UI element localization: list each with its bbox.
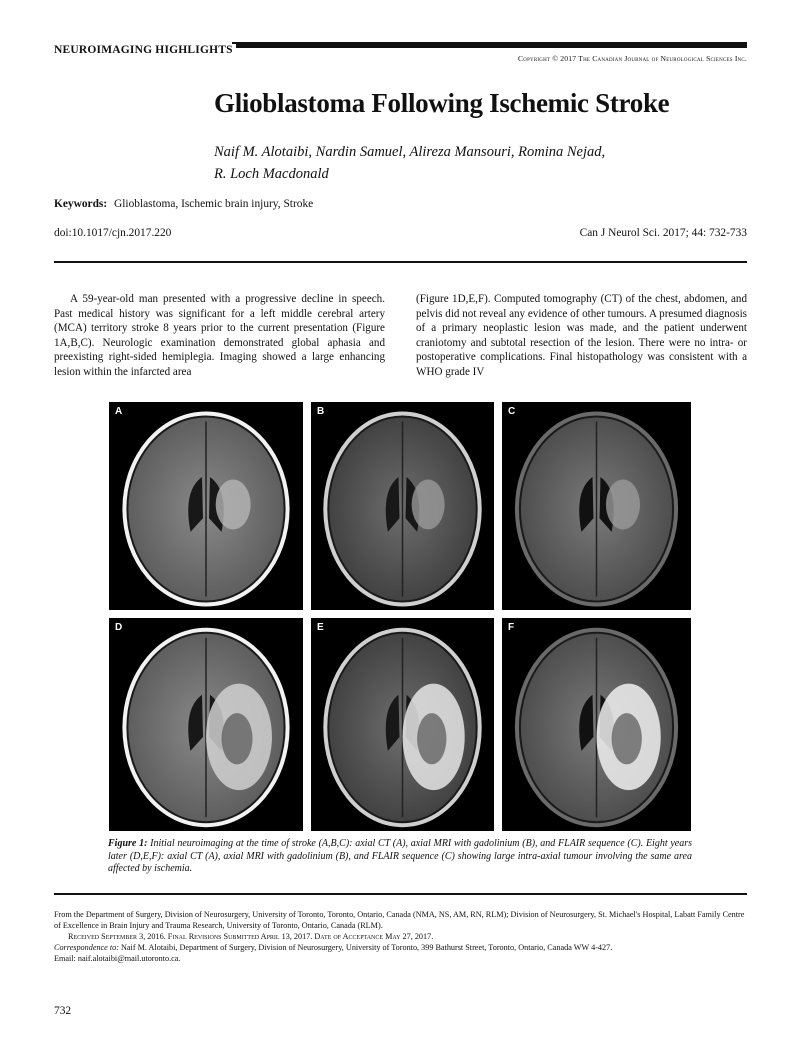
email: Email: naif.alotaibi@mail.utoronto.ca.: [54, 954, 181, 963]
header-rule: [54, 261, 747, 263]
figure-panel: [311, 618, 494, 831]
footnotes: [54, 909, 747, 964]
correspondence-label: Correspondence to:: [54, 943, 119, 952]
scan-image: [109, 402, 303, 610]
figure-panel: [109, 618, 303, 831]
scan-image: [502, 618, 691, 831]
article-title: Glioblastoma Following Ischemic Stroke: [214, 88, 670, 118]
infarct-region: [606, 479, 640, 529]
authors-line-2: R. Loch Macdonald: [214, 166, 329, 182]
panel-label: A: [115, 406, 123, 417]
caption-label: Figure 1:: [108, 838, 148, 849]
tumour-core: [417, 713, 446, 764]
panel-label: E: [317, 622, 324, 633]
panel-label: C: [508, 406, 516, 417]
figure-1: [108, 402, 692, 830]
correspondence-address: Naif M. Alotaibi, Department of Surgery, Division of Neurosurgery, University of Toronto, 399 Bathurst Street, Toronto, Ontario, Canada WW 4-427.: [121, 943, 613, 952]
infarct-region: [412, 479, 445, 529]
figure-caption: [108, 838, 692, 876]
infarct-region: [216, 479, 251, 529]
tumour-core: [612, 713, 642, 764]
keywords-label: Keywords:: [54, 198, 108, 210]
citation: Can J Neurol Sci. 2017; 44: 732-733: [579, 227, 747, 239]
footer-rule: [54, 893, 747, 895]
caption-text: Initial neuroimaging at the time of stroke (A,B,C): axial CT (A), axial MRI with gadolinium (B), and FLAIR sequence (C). Eight years later (D,E,F): axial CT (A), axial MRI with gadolinium (B), and FLAIR sequence (C) showing large intra-axial tumour involving the same area affected by ischemia.: [108, 838, 693, 875]
keywords: [54, 198, 313, 210]
correspondence: [54, 942, 747, 953]
manuscript-dates: Received September 3, 2016. Final Revisions Submitted April 13, 2017. Date of Acceptance May 27, 2017.: [68, 932, 434, 941]
page-number: 732: [54, 1005, 72, 1017]
scan-image: [311, 402, 494, 610]
author-list: [214, 141, 684, 185]
figure-panel: [109, 402, 303, 610]
body-column-2: (Figure 1D,E,F). Computed tomography (CT) of the chest, abdomen, and pelvis did not reveal any evidence of other tumours. A presumed diagnosis of a primary neoplastic lesion was made, and the patient underwent craniotomy and subtotal resection of the lesion. There were no intra- or postoperative complications. Final histopathology was consistent with a WHO grade IV: [416, 293, 747, 378]
header-bar: [236, 42, 747, 48]
panel-label: F: [508, 622, 515, 633]
tumour-core: [222, 713, 253, 764]
scan-image: [109, 618, 303, 831]
body-column-1: A 59-year-old man presented with a progressive decline in speech. Past medical history was significant for a left middle cerebral artery (MCA) territory stroke 8 years prior to the current presentation (Figure 1A,B,C). Neurologic examination demonstrated global aphasia and preexisting right-sided hemiplegia. Imaging showed a large enhancing lesion within the infarcted area: [54, 293, 385, 378]
copyright-notice: Copyright © 2017 The Canadian Journal of Neurological Sciences Inc.: [518, 54, 747, 63]
panel-label: B: [317, 406, 325, 417]
scan-image: [502, 402, 691, 610]
section-header: NEUROIMAGING HIGHLIGHTS: [54, 44, 233, 56]
panel-label: D: [115, 622, 123, 633]
doi: doi:10.1017/cjn.2017.220: [54, 227, 172, 239]
figure-panel: [311, 402, 494, 610]
keywords-value: Glioblastoma, Ischemic brain injury, Stroke: [114, 198, 314, 210]
figure-panel: [502, 618, 691, 831]
figure-panel: [502, 402, 691, 610]
affiliation: From the Department of Surgery, Division of Neurosurgery, University of Toronto, Toronto, Ontario, Canada (NMA, NS, AM, RN, RLM); Division of Neurosurgery, St. Michael's Hospital, Labatt Family Centre of Excellence in Brain Injury and Trauma Research, University of Toronto, Ontario, Canada (RLM).: [54, 910, 745, 930]
authors-line-1: Naif M. Alotaibi, Nardin Samuel, Alireza Mansouri, Romina Nejad,: [214, 144, 606, 160]
scan-image: [311, 618, 494, 831]
